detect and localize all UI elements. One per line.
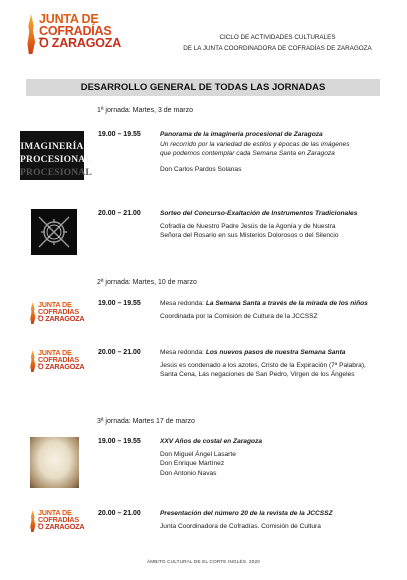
imagineria-image: IMAGINERÍA PROCESIONAL PROCESIONAL bbox=[20, 131, 84, 180]
costal-image bbox=[30, 437, 79, 488]
event-description bbox=[160, 509, 392, 531]
event-detail: Santa Cena, Las negaciones de San Pedro, Virgen de los Ángeles bbox=[160, 371, 355, 378]
logo-line-3: Ꝺ ZARAGOZA bbox=[39, 35, 122, 50]
event-speaker: Don Enrique Martínez bbox=[160, 460, 225, 467]
event-detail: Coordinada por la Comisión de Cultura de la JCCSSZ bbox=[160, 312, 318, 320]
event-description bbox=[160, 209, 392, 241]
event-title: Panorama de la imaginería procesional de Zaragoza bbox=[160, 131, 323, 138]
header-line-1: CICLO DE ACTIVIDADES CULTURALES bbox=[219, 34, 336, 41]
jornada-2-label: 2ª jornada: Martes, 10 de marzo bbox=[97, 279, 197, 286]
logo-line-1: JUNTA DE bbox=[39, 12, 99, 26]
header-logo bbox=[27, 14, 121, 54]
event-prefix: Mesa redonda: bbox=[160, 300, 206, 307]
event-detail: Jesús es condenado a los azotes, Cristo de la Expiración (7ª Palabra), bbox=[160, 361, 366, 369]
event-speaker: Don Miguel Ángel Lasarte bbox=[160, 450, 236, 458]
jornada-1-label: 1ª jornada: Martes, 3 de marzo bbox=[97, 107, 193, 114]
event-description bbox=[160, 130, 392, 174]
crown-of-thorns-image bbox=[31, 209, 77, 255]
event-time: 20.00 – 21.00 bbox=[98, 510, 141, 517]
jornada-3-label: 3ª jornada: Martes 17 de marzo bbox=[97, 418, 195, 425]
event-subtitle: Un recorrido por la variedad de estilos y épocas de las imágenes bbox=[160, 140, 350, 148]
event-detail: Señora del Rosario en sus Misterios Dolorosos o del Silencio bbox=[160, 232, 339, 239]
event-time: 20.00 – 21.00 bbox=[98, 210, 141, 217]
event-title: XXV Años de costal en Zaragoza bbox=[160, 438, 262, 445]
event-time: 19.00 – 19.55 bbox=[98, 131, 141, 138]
event-prefix: Mesa redonda: bbox=[160, 349, 206, 356]
footer-text: ÁMBITO CULTURAL DE EL CORTE INGLÉS. 2020 bbox=[146, 559, 261, 564]
event-subtitle: que podemos contemplar cada Semana Santa en Zaragoza bbox=[160, 150, 335, 157]
event-description bbox=[160, 348, 392, 380]
event-title: Sorteo del Concurso-Exaltación de Instrumentos Tradicionales bbox=[160, 210, 358, 217]
event-detail: Junta Coordinadora de Cofradías. Comisión de Cultura bbox=[160, 522, 321, 530]
flame-icon bbox=[27, 14, 36, 54]
junta-logo: JUNTA DE COFRADÍAS Ꝺ ZARAGOZA bbox=[30, 302, 84, 324]
event-time: 20.00 – 21.00 bbox=[98, 349, 141, 356]
event-speaker: Don Antonio Navas bbox=[160, 469, 217, 477]
section-title: DESARROLLO GENERAL DE TODAS LAS JORNADAS bbox=[26, 79, 380, 96]
flame-icon bbox=[30, 350, 36, 372]
flame-icon bbox=[30, 302, 36, 324]
event-description bbox=[160, 437, 392, 478]
logo-line-2: COFRADÍAS bbox=[39, 23, 112, 38]
event-title: Los nuevos pasos de nuestra Semana Santa bbox=[205, 349, 346, 356]
event-detail: Cofradía de Nuestro Padre Jesús de la Agonía y de Nuestra bbox=[160, 222, 336, 230]
junta-logo: JUNTA DE COFRADÍAS Ꝺ ZARAGOZA bbox=[30, 350, 84, 372]
event-description bbox=[160, 299, 392, 321]
event-speaker: Don Carlos Pardos Solanas bbox=[160, 165, 242, 173]
junta-logo: JUNTA DE COFRADÍAS Ꝺ ZARAGOZA bbox=[30, 510, 84, 532]
event-title: Presentación del número 20 de la revista de la JCCSSZ bbox=[160, 510, 333, 517]
flame-icon bbox=[30, 510, 36, 532]
event-time: 19.00 – 19.55 bbox=[98, 438, 141, 445]
event-time: 19.00 – 19.55 bbox=[98, 300, 141, 307]
header-line-2: DE LA JUNTA COORDINADORA DE COFRADÍAS DE ZARAGOZA bbox=[183, 45, 372, 52]
event-title: La Semana Santa a través de la mirada de los niños bbox=[205, 300, 368, 307]
header-text bbox=[170, 32, 385, 54]
